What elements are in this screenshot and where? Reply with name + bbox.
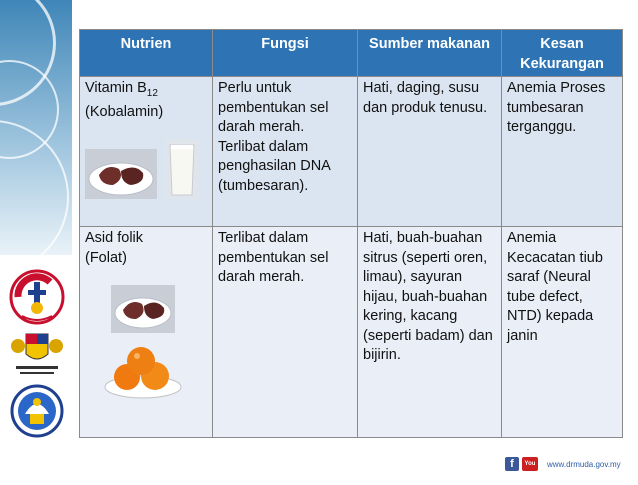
nutrient-name: Vitamin $B_{12}$ [85,80,158,99]
malaysia-crest-logo [8,328,66,380]
header-nutrien: Nutrien [80,30,213,77]
nutrient-name: Asid folik [85,230,144,246]
table-header-row [80,30,623,77]
sidebar-gradient [0,0,72,255]
decorative-swirl [0,120,69,255]
liver-plate-image [111,285,175,333]
nutrient-alias: (Kobalamin) [85,104,164,121]
header-fungsi: Fungsi [213,30,358,77]
ministry-logo [8,268,66,326]
header-sumber-makanan: Sumber makanan [358,30,502,77]
nutrient-alias: (Folat) [85,249,127,266]
nutrient-subscript: 12 [146,87,158,99]
footer-links [505,455,621,481]
school-crest-logo [8,384,66,438]
header-kesan-kekurangan: Kesan Kekurangan [502,30,623,77]
table-row [80,77,623,227]
facebook-icon[interactable]: f [505,457,519,471]
source-cell: Hati, daging, susu dan produk tenusu. [358,77,502,227]
source-cell: Hati, buah-buahan sitrus (seperti oren, limau), sayuran hijau, buah-buahan kering, kacang (seperti badam) dan bijirin. [358,227,502,438]
function-cell: Perlu untuk pembentukan sel darah merah. Terlibat dalam penghasilan DNA (tumbesaran). [213,77,358,227]
milk-glass-image [165,139,199,199]
oranges-image [101,339,185,401]
effect-cell: Anemia Kecacatan tiub saraf (Neural tube defect, NTD) kepada janin [502,227,623,438]
nutrient-cell [80,227,213,438]
effect-cell: Anemia Proses tumbesaran terganggu. [502,77,623,227]
table-row [80,227,623,438]
website-link[interactable]: www.drmuda.gov.my [547,459,621,469]
nutrient-cell [80,77,213,227]
nutrient-table [79,29,623,438]
left-sidebar [0,0,72,479]
vitamin-b12-images [85,139,207,199]
liver-plate-image [85,149,157,199]
youtube-icon[interactable]: You Tube [522,457,538,471]
function-cell: Terlibat dalam pembentukan sel darah merah. [213,227,358,438]
